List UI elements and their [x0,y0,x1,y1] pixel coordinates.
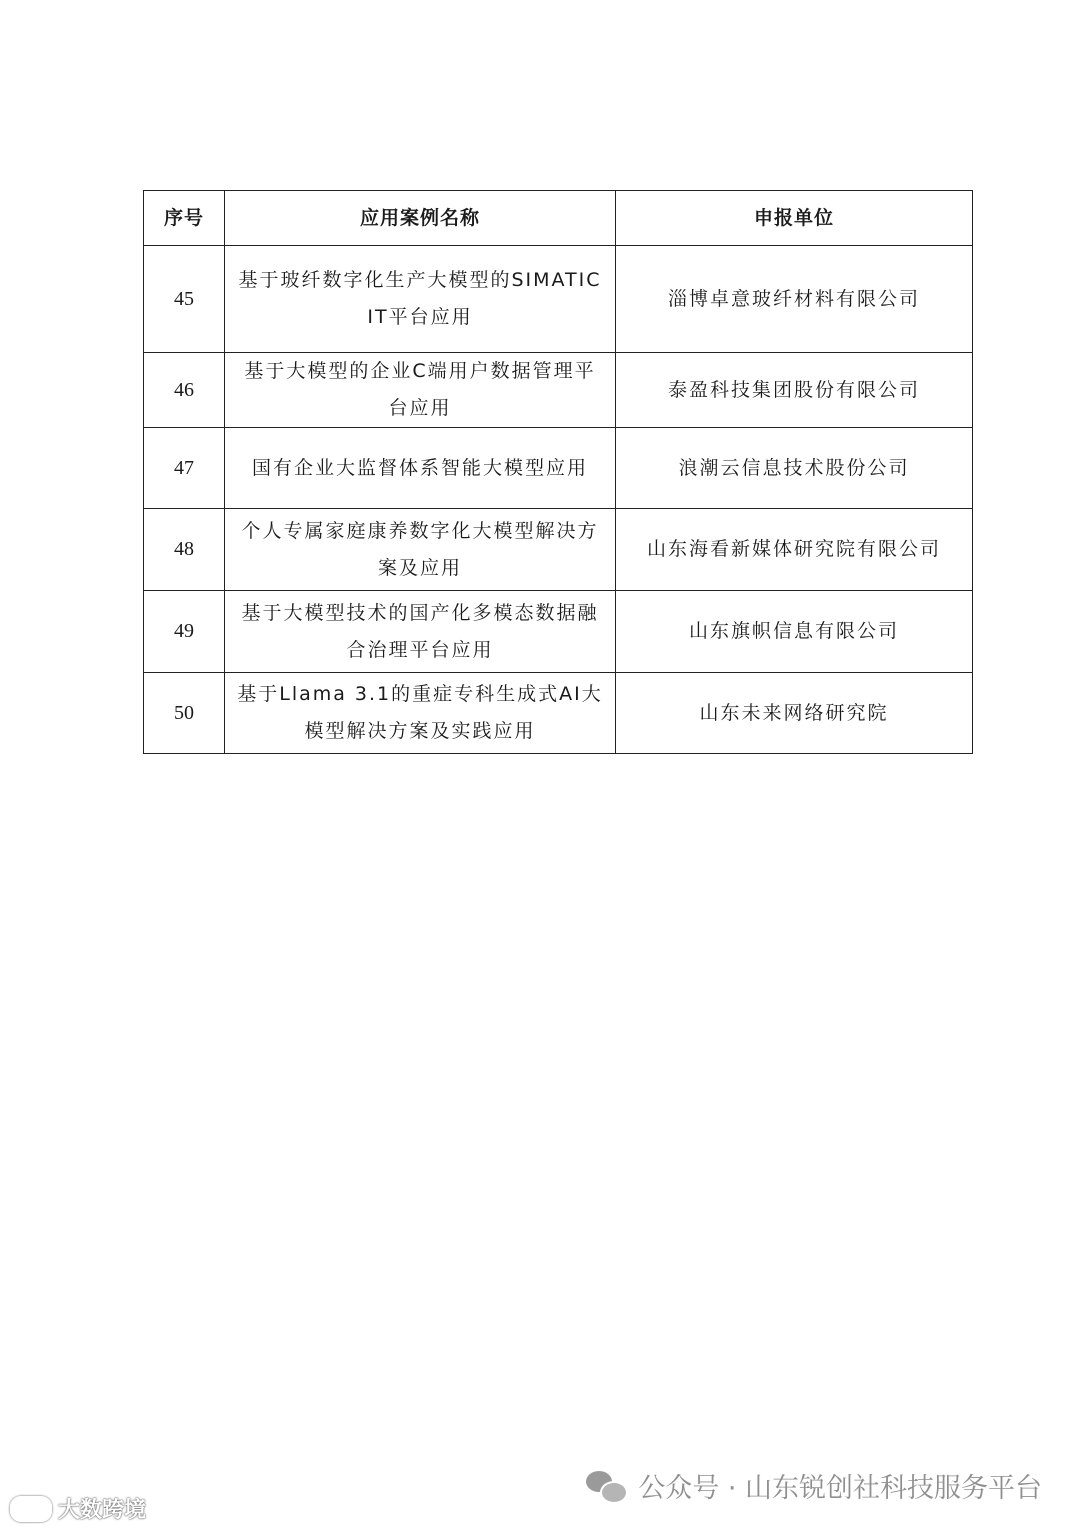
row-applicant: 泰盈科技集团股份有限公司 [616,353,973,428]
name-line: 模型解决方案及实践应用 [304,720,536,742]
row-applicant: 山东旗帜信息有限公司 [616,591,973,673]
wechat-icon [586,1469,628,1503]
table-row [144,673,973,754]
row-case-name [225,428,616,509]
row-applicant: 山东未来网络研究院 [616,673,973,754]
corner-watermark [10,1493,146,1524]
wechat-watermark [586,1466,1042,1505]
row-applicant: 山东海看新媒体研究院有限公司 [616,509,973,591]
header-serial: 序号 [144,191,225,246]
watermark-account-text: 公众号 · 山东锐创社科技服务平台 [638,1473,1042,1504]
table-row [144,246,973,353]
row-case-name [225,591,616,673]
row-applicant: 浪潮云信息技术股份公司 [616,428,973,509]
name-line: IT平台应用 [367,306,473,328]
header-case-name: 应用案例名称 [225,191,616,246]
watermark-brand-text: 大数跨境 [58,1498,147,1523]
table-header-row [144,191,973,246]
application-case-table [143,190,973,754]
row-case-name [225,673,616,754]
name-line: 基于玻纤数字化生产大模型的SIMATIC [238,269,602,291]
name-line: 基于大模型技术的国产化多模态数据融 [241,601,599,624]
logo-mark [10,1496,52,1522]
row-case-name [225,246,616,353]
row-serial: 49 [144,591,225,673]
row-serial: 48 [144,509,225,591]
name-line: 国有企业大监督体系智能大模型应用 [251,456,588,479]
header-applicant: 申报单位 [616,191,973,246]
row-applicant: 淄博卓意玻纤材料有限公司 [616,246,973,353]
row-serial: 50 [144,673,225,754]
table-row [144,509,973,591]
table-row [144,591,973,673]
row-serial: 47 [144,428,225,509]
name-line: 基于大模型的企业C端用户数据管理平 [244,360,596,382]
table-row [144,428,973,509]
name-line: 个人专属家庭康养数字化大模型解决方 [241,519,599,542]
name-line: 基于Llama 3.1的重症专科生成式AI大 [237,683,603,705]
row-serial: 45 [144,246,225,353]
row-case-name [225,353,616,428]
table-row [144,353,973,428]
name-line: 合治理平台应用 [346,638,494,661]
name-line: 案及应用 [377,556,462,579]
row-case-name [225,509,616,591]
name-line: 台应用 [388,397,452,419]
row-serial: 46 [144,353,225,428]
